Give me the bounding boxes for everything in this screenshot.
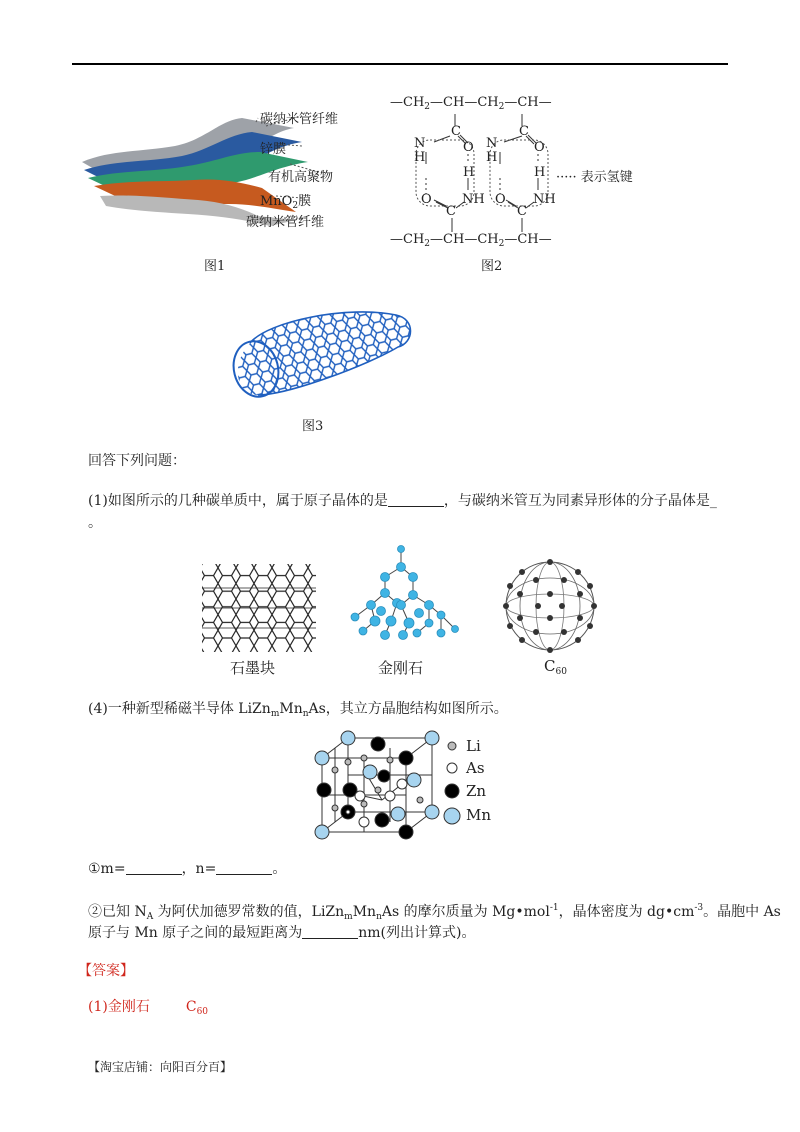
legend-li: Li [466,737,481,755]
answer-blank-m[interactable] [126,860,182,875]
fig1-label-cnt-bottom: 碳纳米管纤维 [246,215,325,230]
atom-c: C [517,204,527,219]
question-1-end: 。 [88,515,102,531]
atom-nh: NH [533,192,556,207]
atom-nh: NH [462,192,485,207]
hbond-legend: ····· 表示氢键 [556,170,633,185]
question-intro: 回答下列问题： [88,453,186,469]
as-marker [447,763,457,773]
atom-o: O [495,192,506,207]
atom-o: O [463,140,474,155]
question-4-2-line2: 原子与 Mn 原子之间的最短距离为 nm(列出计算式)。 [88,925,476,941]
graphite-label: 石墨块 [230,659,276,677]
legend-as: As [466,759,485,777]
li-marker [448,742,456,750]
fig1-caption: 图1 [204,259,226,274]
atom-nh-h: H [486,150,498,165]
atom-nh-n: N [486,136,498,151]
question-4-2-line1: ②已知 $N_A$ 为阿伏加德罗常数的值，$LiZn_mMn_nAs$ 的摩尔质量为 Mg•mol$^{-1}$，晶体密度为 $dg•cm^{-3}$。晶胞中 As [88,903,781,922]
mn-marker [444,808,460,824]
unit-cell-legend-markers [440,736,462,828]
zn-marker [445,784,459,798]
answer-heading: 【答案】 [78,963,134,979]
header-rule [72,63,728,65]
atom-c: C [519,124,529,139]
atom-o: O [421,192,432,207]
question-4-1: ①m= ，n= 。 [88,861,287,877]
footer-shop-label: 【淘宝店铺：向阳百分百】 [88,1060,233,1074]
atom-o: O [534,140,545,155]
diamond-label: 金刚石 [378,659,424,677]
fig3-caption: 图3 [302,419,324,434]
c60-label: $C_{60}$ [544,657,567,677]
fig1-label-zinc: 锌膜 [260,142,287,157]
atom-nh-h: H [414,150,426,165]
atom-nh-n: N [414,136,426,151]
fig2-caption: 图2 [481,259,503,274]
diamond-structure [345,545,470,645]
legend-zn: Zn [466,782,487,800]
c60-structure [500,558,600,654]
atom-c: C [451,124,461,139]
answer-blank-n[interactable] [216,860,272,875]
answer-1: (1)金刚石 $C_{60}$ [88,999,209,1017]
fig2-top-chain: $—CH_2—CH—CH_2—CH—$ [390,95,552,112]
fig2-bottom-chain: $—CH_2—CH—CH_2—CH—$ [390,232,552,249]
question-1: (1)如图所示的几种碳单质中，属于原子晶体的是 ，与碳纳米管互为同素异形体的分子晶体是_ [88,493,717,509]
atom-h: H [463,165,475,180]
atom-c: C [446,204,456,219]
graphite-structure [200,560,318,656]
fig1-label-cnt-top: 碳纳米管纤维 [260,112,339,127]
figure-3-carbon-nanotube [228,295,418,410]
atom-h: H [534,165,546,180]
legend-mn: Mn [466,806,492,824]
answer-blank-distance[interactable] [302,924,358,939]
answer-blank[interactable] [388,492,444,507]
fig1-label-polymer: 有机高聚物 [268,170,334,185]
question-4: (4)一种新型稀磁半导体 $LiZn_mMn_nAs$，其立方晶胞结构如图所示。 [88,701,508,719]
unit-cell-diagram [310,730,440,842]
fig1-label-mno2: MnO$_2$膜 [260,194,312,211]
